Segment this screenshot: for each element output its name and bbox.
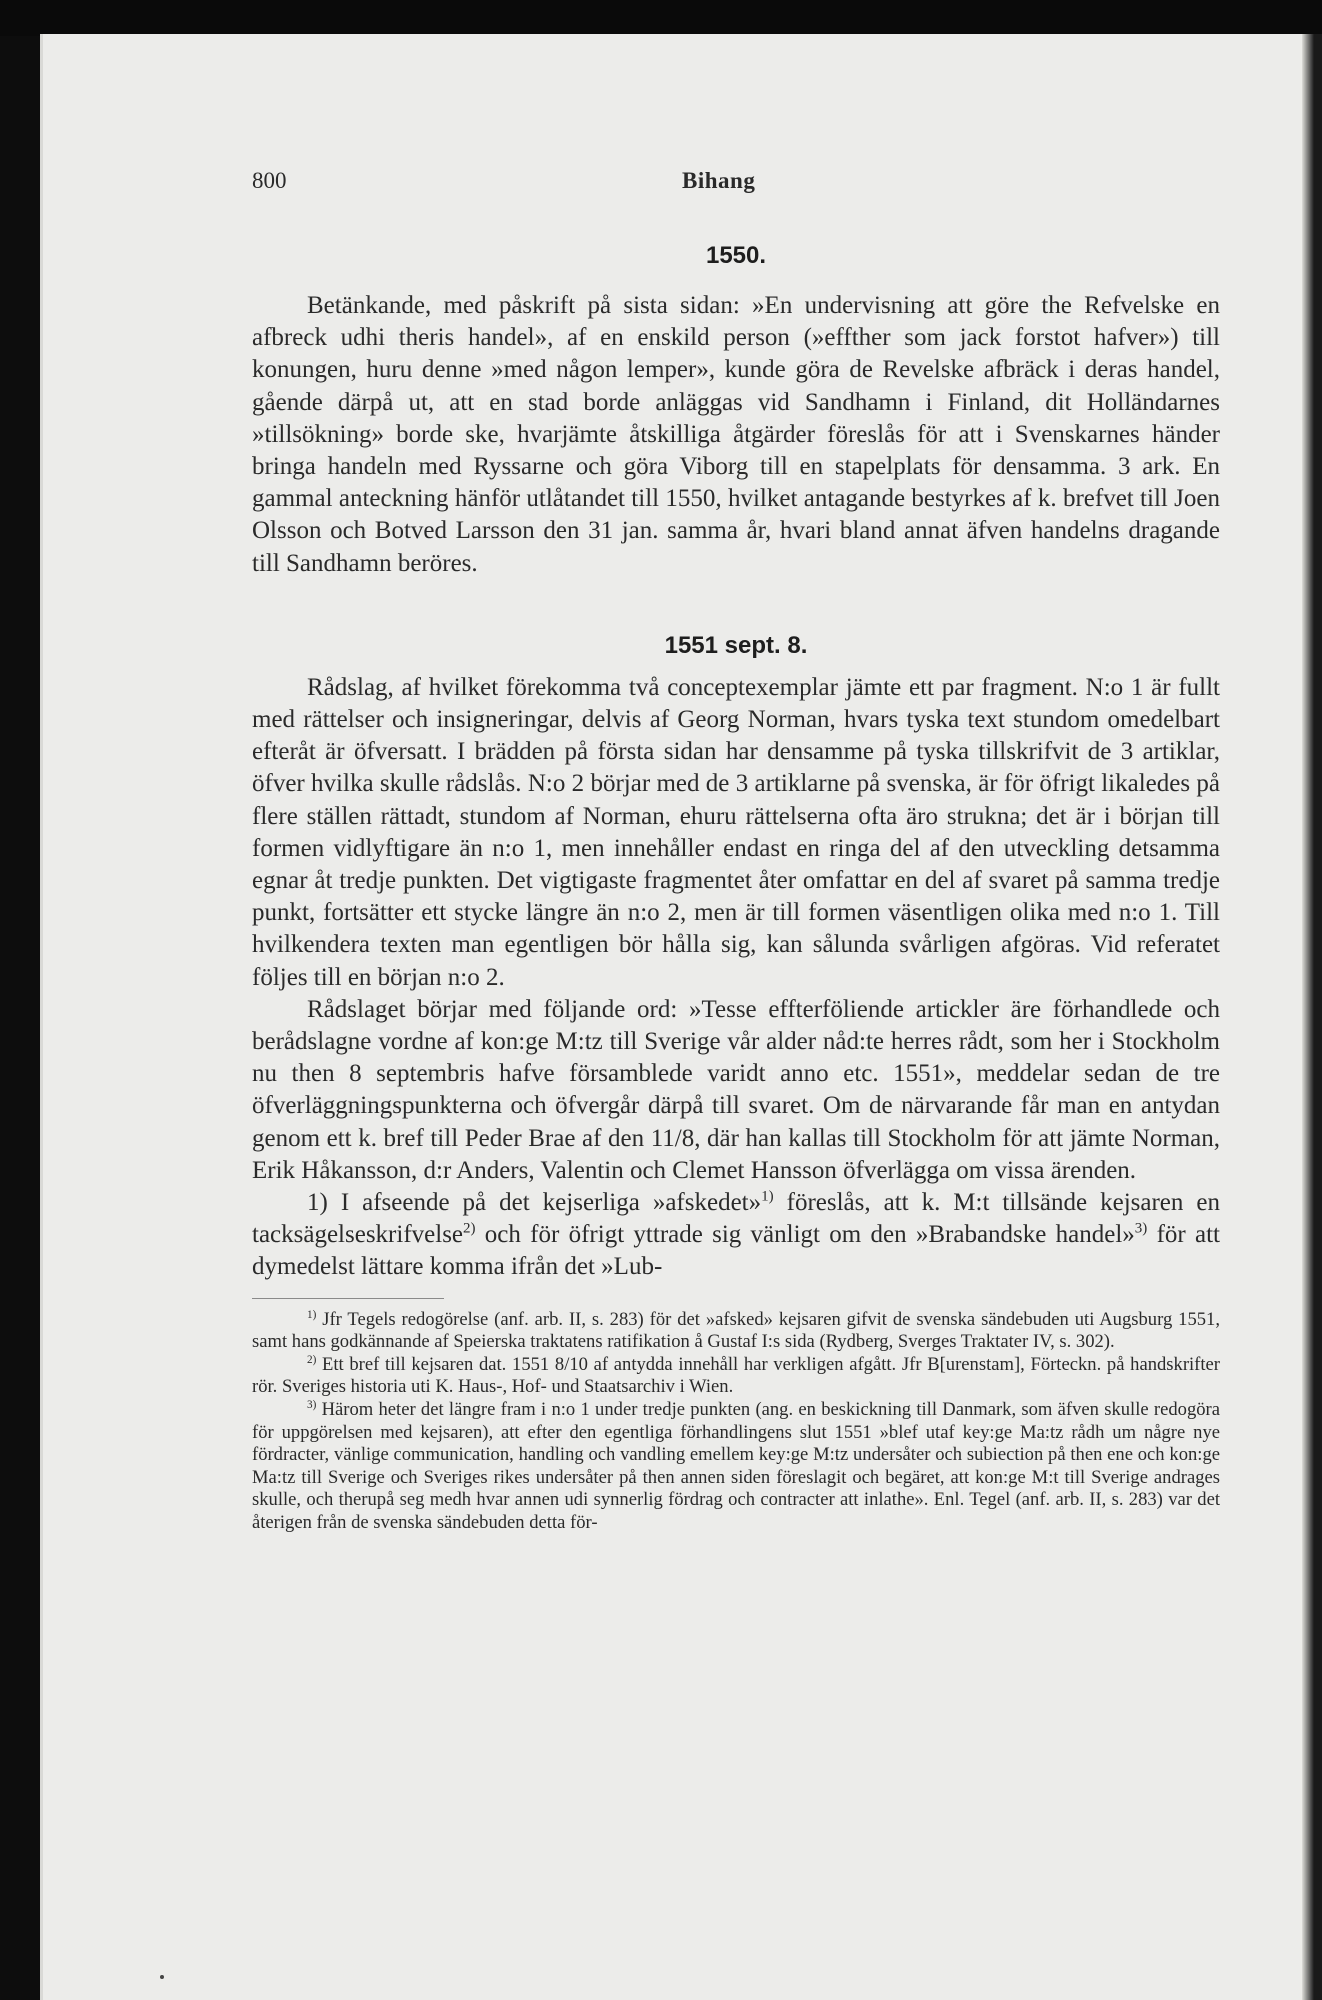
footnote-2-text: Ett bref till kejsaren dat. 1551 8/10 af antydda innehåll har verkligen afgått. Jfr B[urenstam], Förteckn. på handskrifter rör. Sveriges historia uti K. Haus-, Hof- und Staatsarchiv i Wien. (252, 1353, 1220, 1398)
point-1-text-b: föreslås, att k. M:t tillsände kejsaren en tacksägelseskrifvelse (252, 1189, 1220, 1249)
footnote-1 (252, 1309, 1220, 1354)
footnote-3-text: Härom heter det längre fram i n:o 1 under tredje punkten (ang. en beskickning till Danmark, som äfven skulle redogöra för uppgörelsen med kejsaren), att efter den egentliga förhandlingens slut 1551 »blef utaf key:ge Ma:tz rådh um någre nye fördracter, vänlige communication, handling och vandling emellem key:ge M:tz undersåter och subiection på then ene och kon:ge Ma:tz till Sverige och Sveriges rikes undersåter på then annen siden föreslagit och begäret, att kon:ge M:t till Sverige andrages skulle, och therupå seg medh hvar annen udi synnerlig fördrag och contracter att inlathe». Enl. Tegel (anf. arb. II, s. 283) var det återigen från de svenska sändebuden detta för- (252, 1399, 1220, 1534)
running-title: Bihang (682, 168, 756, 193)
footnote-1-marker: 1) (307, 1308, 317, 1321)
paragraph-1551-intro: Rådslag, af hvilket förekomma två conceptexemplar jämte ett par fragment. N:o 1 är fullt med rättelser och insigneringar, delvis af Georg Norman, hvars tyska text stundom omedelbart efteråt är öfversatt. I brädden på första sidan har densamme på tyska tillskrifvit de 3 artiklar, öfver hvilka skulle rådslås. N:o 2 börjar med de 3 artiklarne på svenska, är för öfrigt likaledes på flere ställen rättadt, stundom af Norman, ehuru rättelserna ofta äro strukna; det är i början till formen vidlyftigare än n:o 1, men innehåller endast en ringa del af den utveckling detsamma egnar åt tredje punkten. Det vigtigaste fragmentet åter omfattar en del af svaret på samma tredje punkt, fortsätter ett stycke längre än n:o 2, men är till formen väsentligen olika med n:o 1. Till hvilkendera texten man egentligen bör hålla sig, kan sålunda svårligen afgöras. Vid referatet följes till en början n:o 2. (252, 673, 1220, 991)
section-heading-1551: 1551 sept. 8. (664, 631, 808, 659)
scan-speck (160, 1975, 164, 1979)
point-1-text-a: 1) I afseende på det kejserliga »afskedet» (307, 1189, 762, 1217)
paragraph-1551-opening: Rådslaget börjar med följande ord: »Tesse effterföliende artickler äre förhandlede och berådslagne vordne af kon:ge M:tz till Sverige vår alder nåd:te herres rådt, som her i Stockholm nu then 8 septembris hafve församblede varidt anno etc. 1551», meddelar sedan de tre öfverläggningspunkterna och öfvergår därpå till svaret. Om de närvarande får man en antydan genom ett k. bref till Peder Brae af den 11/8, där han kallas till Stockholm för att jämte Norman, Erik Håkansson, d:r Anders, Valentin och Clemet Hansson öfverlägga om vissa ärenden. (252, 995, 1220, 1184)
footnote-3 (252, 1399, 1220, 1535)
footnote-2-marker: 2) (307, 1353, 317, 1366)
paragraph-1550: Betänkande, med påskrift på sista sidan: »En undervisning att göre the Refvelske en afbreck udhi theris handel», af en enskild person (»effther som jack forstot hafver») till konungen, huru denne »med någon lemper», kunde göra de Revelske afbräck i deras handel, gående därpå ut, att en stad borde anläggas vid Sandhamn i Finland, dit Holländarnes »tillsökning» borde ske, hvarjämte åtskilliga åtgärder föreslås för att i Svenskarnes händer bringa handeln med Ryssarne och göra Viborg till en stapelplats för densamma. 3 ark. En gammal anteckning hänför utlåtandet till 1550, hvilket antagande bestyrkes af k. brefvet till Joen Olsson och Botved Larsson den 31 jan. samma år, hvari bland annat äfven handelns dragande till Sandhamn beröres. (252, 292, 1220, 577)
footnote-2 (252, 1354, 1220, 1399)
page-gutter-shadow (1302, 34, 1322, 2000)
footnote-ref-2: 2) (463, 1220, 476, 1237)
running-head (252, 150, 1220, 194)
section-heading-1550: 1550. (705, 242, 767, 269)
page-text (252, 150, 1220, 1535)
footnote-3-marker: 3) (307, 1398, 317, 1411)
footnote-ref-1: 1) (761, 1188, 774, 1205)
footnote-1-text: Jfr Tegels redogörelse (anf. arb. II, s. 283) för det »afsked» kejsaren gifvit de svenska sändebuden uti Augsburg 1551, samt hans godkännande af Speierska traktatens ratifikation å Gustaf I:s sida (Rydberg, Sverges Traktater IV, s. 302). (252, 1308, 1220, 1353)
point-1-text-d: för att dymedelst lättare komma ifrån det »Lub- (252, 1221, 1220, 1281)
page-number: 800 (252, 168, 287, 193)
point-1-text-c: och för öfrigt yttrade sig vänligt om den »Brabandske handel» (475, 1221, 1135, 1249)
footnote-ref-3: 3) (1134, 1220, 1148, 1237)
footnote-divider (252, 1298, 444, 1299)
paragraph-1551-point-1 (252, 1187, 1220, 1284)
scan-border-top (0, 0, 1322, 36)
